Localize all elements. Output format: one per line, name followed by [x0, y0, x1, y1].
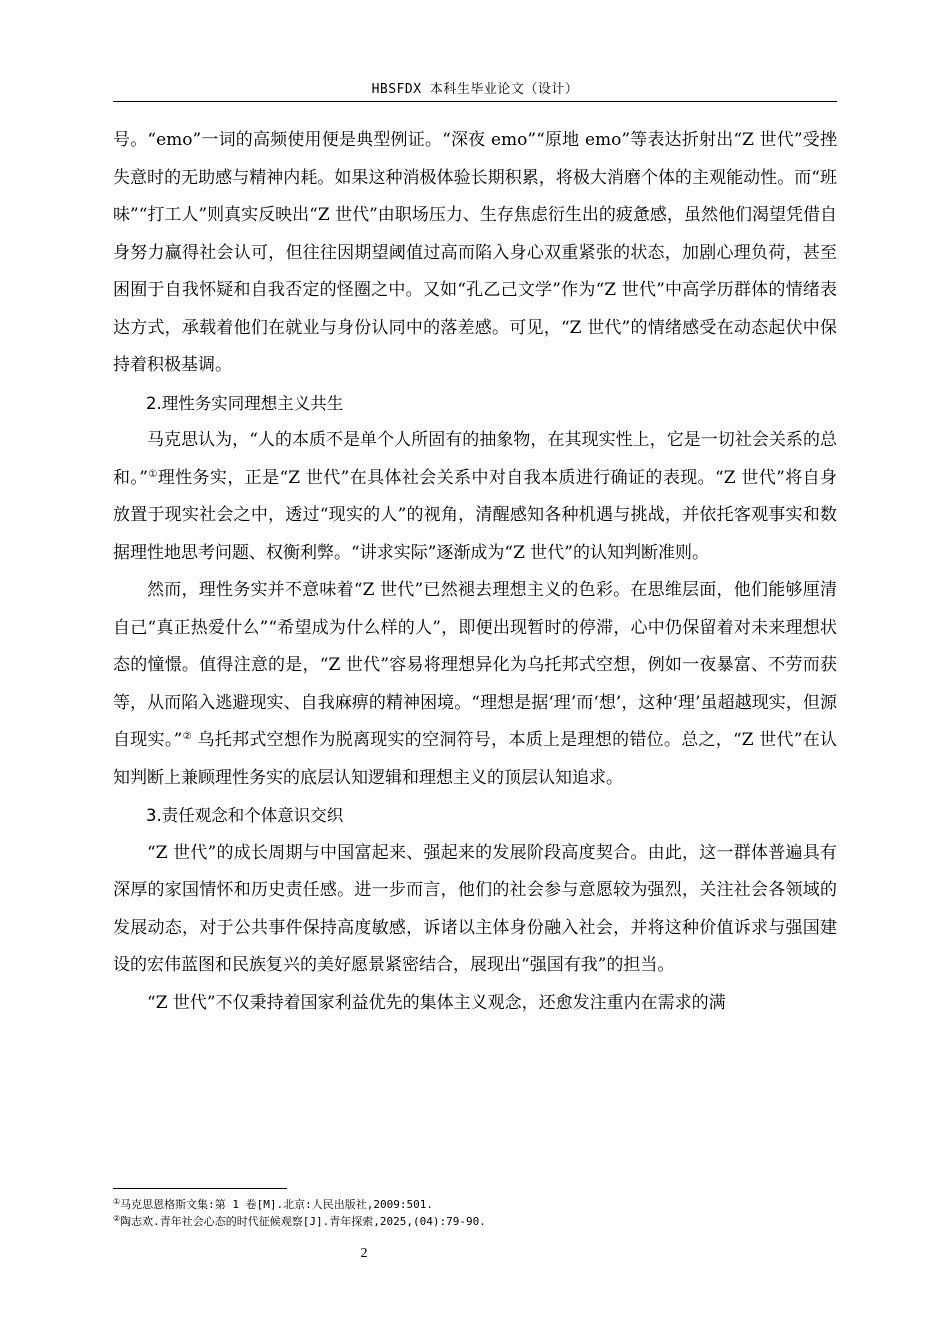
page-number: 2	[360, 1246, 368, 1261]
footnote-2-text: 陶志欢.青年社会心态的时代征候观察[J].青年探索,2025,(04):79-90.	[120, 1215, 486, 1228]
paragraph-2	[113, 422, 837, 572]
footnotes	[113, 1196, 837, 1230]
footnote-separator	[113, 1188, 287, 1189]
footnote-1-mark: ①	[113, 1197, 121, 1206]
section-heading-2: 2.理性务实同理想主义共生	[146, 393, 344, 413]
paragraph-5: “Z 世代”不仅秉持着国家利益优先的集体主义观念，还愈发注重内在需求的满	[147, 992, 726, 1013]
paragraph-3-text-a: 然而，理性务实并不意味着“Z 世代”已然褪去理想主义的色彩。在思维层面，他们能够厘清自己“真正热爱什么”“希望成为什么样的人”，即便出现暂时的停滞，心中仍保留着对未来理想状态的憧憬。值得注意的是，“Z 世代”容易将理想异化为乌托邦式空想，例如一夜暴富、不劳而获等，从而陷入逃避现实、自我麻痹的精神困境。“理想是据‘理’而‘想’，这种‘理’虽超越现实，但源自现实。”	[113, 580, 837, 750]
paragraph-2-text-b: 理性务实，正是“Z 世代”在具体社会关系中对自我本质进行确证的表现。“Z 世代”将自身放置于现实社会之中，透过“现实的人”的视角，清醒感知各种机遇与挑战，并依托客观事实和数据理性地思考问题、权衡利弊。“讲求实际”逐渐成为“Z 世代”的认知判断准则。	[113, 467, 837, 563]
header-rule	[113, 101, 837, 102]
section-heading-3: 3.责任观念和个体意识交织	[146, 806, 344, 825]
paragraph-2-text-a: 马克思认为，“人的本质不是单个人所固有的抽象物，在其现实性上，它是一切社会关系的总和。”	[113, 430, 837, 488]
footnote-2-mark: ②	[113, 1214, 121, 1223]
footnote-2	[113, 1213, 837, 1230]
footnote-ref-2[interactable]: ②	[182, 731, 192, 742]
paragraph-3-text-b: 乌托邦式空想作为脱离现实的空洞符号，本质上是理想的错位。总之，“Z 世代”在认知判断上兼顾理性务实的底层认知逻辑和理想主义的顶层认知追求。	[113, 730, 837, 788]
paragraph-4: “Z 世代”的成长周期与中国富起来、强起来的发展阶段高度契合。由此，这一群体普遍具有深厚的家国情怀和历史责任感。进一步而言，他们的社会参与意愿较为强烈，关注社会各领域的发展动态，对于公共事件保持高度敏感，诉诸以主体身份融入社会，并将这种价值诉求与强国建设的宏伟蓝图和民族复兴的美好愿景紧密结合，展现出“强国有我”的担当。	[113, 842, 837, 975]
paragraph-1: 号。“emo”一词的高频使用便是典型例证。“深夜 emo”“原地 emo”等表达折射出“Z 世代”受挫失意时的无助感与精神内耗。如果这种消极体验长期积累，将极大消磨个体的主观能动性。而“班味”“打工人”则真实反映出“Z 世代”由职场压力、生存焦虑衍生出的疲惫感，虽然他们渴望凭借自身努力赢得社会认可，但往往因期望阈值过高而陷入身心双重紧张的状态，加剧心理负荷，甚至困囿于自我怀疑和自我否定的怪圈之中。又如“孔乙己文学”作为“Z 世代”中高学历群体的情绪表达方式，承载着他们在就业与身份认同中的落差感。可见，“Z 世代”的情绪感受在动态起伏中保持着积极基调。	[113, 130, 837, 375]
footnote-1-text: 马克思恩格斯文集:第 1 卷[M].北京:人民出版社,2009:501.	[120, 1198, 433, 1211]
paragraph-3	[113, 572, 837, 797]
footnote-1	[113, 1196, 837, 1213]
page-header: HBSFDX 本科生毕业论文（设计）	[371, 82, 579, 97]
main-body	[113, 122, 837, 1022]
footnote-ref-1[interactable]: ①	[147, 468, 158, 480]
